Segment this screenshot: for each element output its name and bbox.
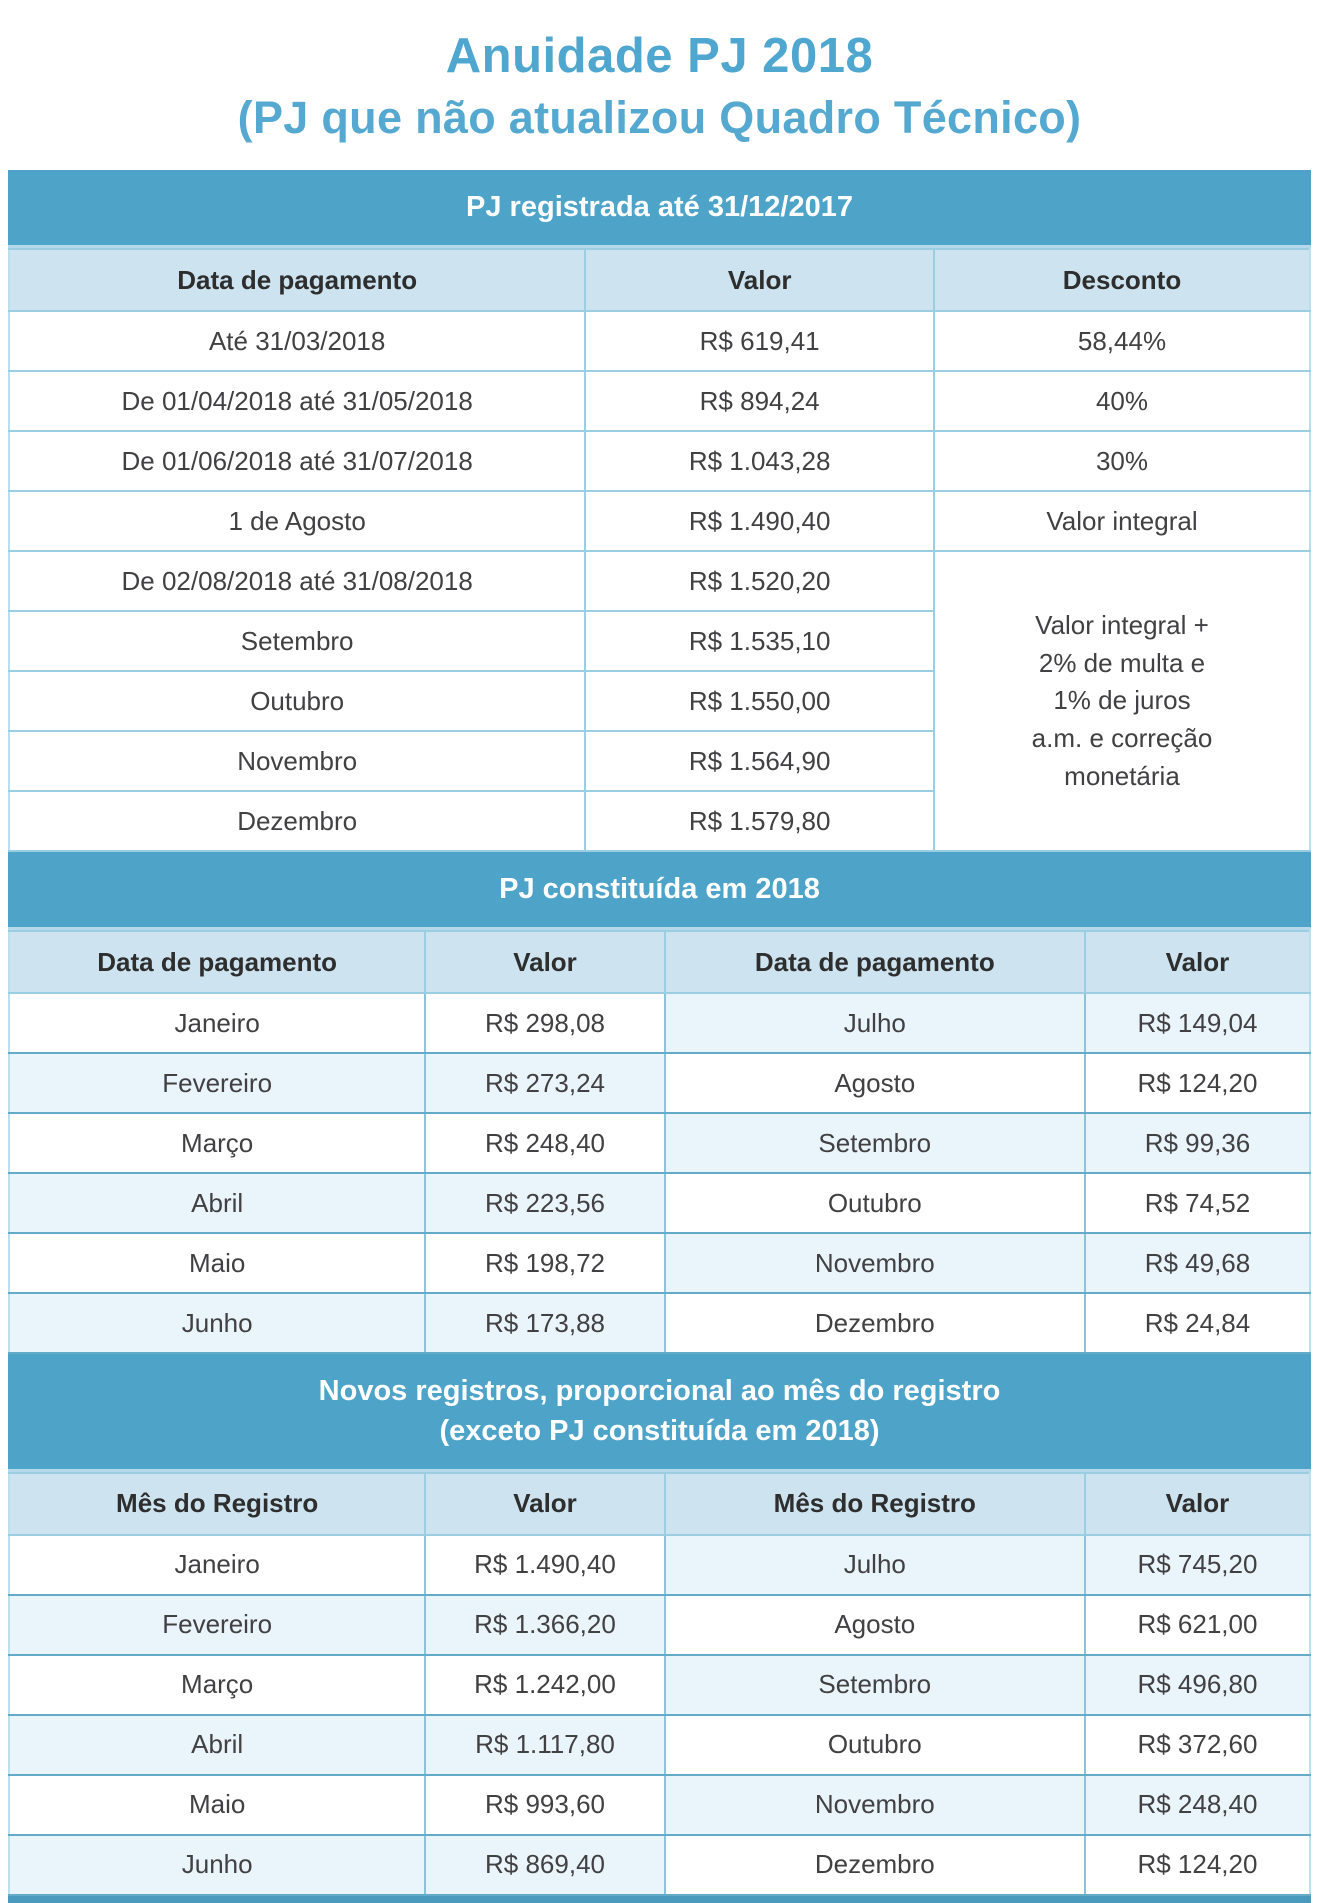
value-cell: R$ 124,20: [1085, 1835, 1310, 1895]
column-header-payment-date: Data de pagamento: [665, 931, 1085, 993]
value-cell: R$ 1.579,80: [585, 791, 934, 851]
month-cell: Agosto: [665, 1595, 1085, 1655]
column-header-value: Valor: [425, 931, 664, 993]
table3-title-line2: (exceto PJ constituída em 2018): [439, 1414, 880, 1447]
table-row: [9, 1293, 1310, 1353]
value-cell: R$ 223,56: [425, 1173, 664, 1233]
discount-merged-line: Valor integral +: [1035, 610, 1209, 641]
month-cell: Janeiro: [9, 1535, 425, 1595]
value-cell: R$ 1.550,00: [585, 671, 934, 731]
table1-title-band: PJ registrada até 31/12/2017: [8, 170, 1311, 248]
value-cell: R$ 1.117,80: [425, 1715, 664, 1775]
table-row: [9, 993, 1310, 1053]
value-cell: R$ 124,20: [1085, 1053, 1310, 1113]
payment-date-cell: Setembro: [9, 611, 585, 671]
month-cell: Abril: [9, 1173, 425, 1233]
column-header-value: Valor: [1085, 1473, 1310, 1535]
table-row: [9, 1655, 1310, 1715]
page-subtitle: (PJ que não atualizou Quadro Técnico): [237, 92, 1082, 144]
discount-cell: 58,44%: [934, 311, 1310, 371]
value-cell: R$ 49,68: [1085, 1233, 1310, 1293]
column-header-row: [9, 1473, 1310, 1535]
value-cell: R$ 745,20: [1085, 1535, 1310, 1595]
month-cell: Outubro: [665, 1173, 1085, 1233]
value-cell: R$ 1.490,40: [585, 491, 934, 551]
month-cell: Novembro: [665, 1233, 1085, 1293]
column-header-value: Valor: [585, 249, 934, 311]
payment-date-cell: De 01/06/2018 até 31/07/2018: [9, 431, 585, 491]
table-row: [9, 1233, 1310, 1293]
value-cell: R$ 1.490,40: [425, 1535, 664, 1595]
table-registered-until-2017: [8, 248, 1311, 852]
month-cell: Junho: [9, 1835, 425, 1895]
payment-date-cell: De 01/04/2018 até 31/05/2018: [9, 371, 585, 431]
value-cell: R$ 1.535,10: [585, 611, 934, 671]
month-cell: Março: [9, 1113, 425, 1173]
value-cell: R$ 298,08: [425, 993, 664, 1053]
month-cell: Dezembro: [665, 1293, 1085, 1353]
payment-date-cell: Outubro: [9, 671, 585, 731]
column-header-discount: Desconto: [934, 249, 1310, 311]
month-cell: Julho: [665, 1535, 1085, 1595]
table-new-registrations: [8, 1472, 1311, 1896]
payment-date-cell: Novembro: [9, 731, 585, 791]
table-bottom-border: [8, 1896, 1311, 1903]
discount-cell: 30%: [934, 431, 1310, 491]
column-header-row: [9, 931, 1310, 993]
value-cell: R$ 24,84: [1085, 1293, 1310, 1353]
table-row: [9, 1113, 1310, 1173]
month-cell: Julho: [665, 993, 1085, 1053]
value-cell: R$ 1.520,20: [585, 551, 934, 611]
discount-merged-line: monetária: [1064, 760, 1180, 791]
discount-merged-line: 2% de multa e: [1038, 647, 1206, 678]
payment-date-cell: Dezembro: [9, 791, 585, 851]
value-cell: R$ 273,24: [425, 1053, 664, 1113]
table-row: [9, 371, 1310, 431]
month-cell: Novembro: [665, 1775, 1085, 1835]
table-row: [9, 551, 1310, 611]
value-cell: R$ 619,41: [585, 311, 934, 371]
page-header: [0, 0, 1319, 144]
value-cell: R$ 74,52: [1085, 1173, 1310, 1233]
value-cell: R$ 621,00: [1085, 1595, 1310, 1655]
page-title: Anuidade PJ 2018: [445, 29, 874, 83]
table-row: [9, 1835, 1310, 1895]
column-header-payment-date: Data de pagamento: [9, 931, 425, 993]
value-cell: R$ 198,72: [425, 1233, 664, 1293]
column-header-payment-date: Data de pagamento: [9, 249, 585, 311]
month-cell: Setembro: [665, 1113, 1085, 1173]
table-row: [9, 1173, 1310, 1233]
discount-merged-cell: [934, 551, 1310, 851]
table-row: [9, 431, 1310, 491]
table-constituted-2018: [8, 930, 1311, 1354]
month-cell: Maio: [9, 1233, 425, 1293]
value-cell: R$ 894,24: [585, 371, 934, 431]
value-cell: R$ 173,88: [425, 1293, 664, 1353]
column-header-value: Valor: [1085, 931, 1310, 993]
value-cell: R$ 993,60: [425, 1775, 664, 1835]
payment-date-cell: De 02/08/2018 até 31/08/2018: [9, 551, 585, 611]
month-cell: Dezembro: [665, 1835, 1085, 1895]
month-cell: Junho: [9, 1293, 425, 1353]
value-cell: R$ 1.564,90: [585, 731, 934, 791]
table3-title-line1: Novos registros, proporcional ao mês do registro: [318, 1375, 1001, 1408]
value-cell: R$ 248,40: [425, 1113, 664, 1173]
discount-merged-line: a.m. e correção: [1031, 723, 1213, 754]
value-cell: R$ 99,36: [1085, 1113, 1310, 1173]
table-row: [9, 1595, 1310, 1655]
value-cell: R$ 1.043,28: [585, 431, 934, 491]
column-header-registration-month: Mês do Registro: [9, 1473, 425, 1535]
value-cell: R$ 149,04: [1085, 993, 1310, 1053]
month-cell: Outubro: [665, 1715, 1085, 1775]
month-cell: Fevereiro: [9, 1595, 425, 1655]
payment-date-cell: Até 31/03/2018: [9, 311, 585, 371]
month-cell: Agosto: [665, 1053, 1085, 1113]
discount-cell: 40%: [934, 371, 1310, 431]
table-row: [9, 1775, 1310, 1835]
value-cell: R$ 1.242,00: [425, 1655, 664, 1715]
value-cell: R$ 372,60: [1085, 1715, 1310, 1775]
column-header-row: [9, 249, 1310, 311]
table-row: [9, 311, 1310, 371]
month-cell: Abril: [9, 1715, 425, 1775]
value-cell: R$ 1.366,20: [425, 1595, 664, 1655]
month-cell: Maio: [9, 1775, 425, 1835]
month-cell: Janeiro: [9, 993, 425, 1053]
discount-cell: Valor integral: [934, 491, 1310, 551]
value-cell: R$ 248,40: [1085, 1775, 1310, 1835]
payment-date-cell: 1 de Agosto: [9, 491, 585, 551]
tables-container: [8, 170, 1311, 1903]
column-header-registration-month: Mês do Registro: [665, 1473, 1085, 1535]
table2-title-band: PJ constituída em 2018: [8, 852, 1311, 930]
table-row: [9, 1535, 1310, 1595]
table-row: [9, 1053, 1310, 1113]
month-cell: Fevereiro: [9, 1053, 425, 1113]
table3-title-band: [8, 1354, 1311, 1471]
value-cell: R$ 869,40: [425, 1835, 664, 1895]
value-cell: R$ 496,80: [1085, 1655, 1310, 1715]
table-row: [9, 1715, 1310, 1775]
column-header-value: Valor: [425, 1473, 664, 1535]
discount-merged-line: 1% de juros: [1053, 685, 1191, 716]
month-cell: Setembro: [665, 1655, 1085, 1715]
table-row: [9, 491, 1310, 551]
month-cell: Março: [9, 1655, 425, 1715]
